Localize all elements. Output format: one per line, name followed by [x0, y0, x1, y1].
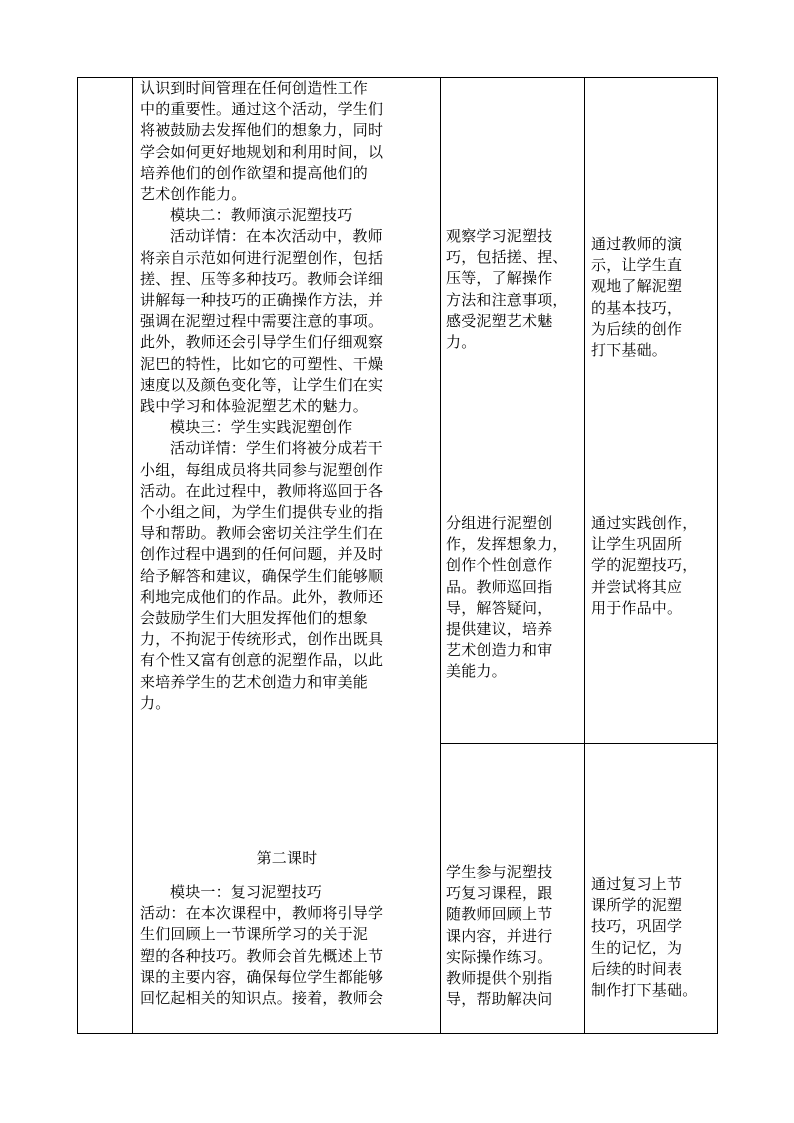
student-activity-1	[446, 226, 568, 353]
text-line: 会鼓励学生们大胆发挥他们的想象	[140, 609, 369, 628]
text-line: 压等，了解操作	[446, 269, 553, 288]
text-line: 中的重要性。通过这个活动，学生们	[140, 100, 384, 119]
text-line: 打下基础。	[591, 341, 668, 360]
text-line: 将被鼓励去发挥他们的想象力，同时	[140, 121, 384, 140]
text-line: 的基本技巧，	[591, 298, 683, 317]
text-line: 让学生巩固所	[591, 535, 683, 554]
review-content	[140, 882, 383, 1009]
text-line: 巧复习课程，跟	[446, 884, 553, 903]
text-line: 用于作品中。	[591, 598, 683, 617]
design-intent-3	[591, 874, 697, 1001]
text-line: 课的主要内容，确保每位学生都能够	[140, 967, 384, 986]
text-line: 教师提供个别指	[446, 969, 553, 988]
text-line: 技巧，巩固学	[591, 917, 683, 936]
text-line: 速度以及颜色变化等，让学生们在实	[140, 375, 384, 394]
text-line: 实际操作练习。	[446, 947, 553, 966]
table-divider-2	[440, 77, 441, 1034]
text-line: 导和帮助。教师会密切关注学生们在	[140, 524, 384, 543]
text-line: 学会如何更好地规划和利用时间，以	[140, 142, 384, 161]
text-line: 活动：在本次课程中，教师将引导学	[140, 904, 384, 923]
text-line: 通过复习上节	[591, 875, 683, 893]
review-title: 模块一：复习泥塑技巧	[170, 883, 323, 901]
text-line: 强调在泥塑过程中需要注意的事项。	[140, 312, 384, 331]
text-line: 后续的时间表	[591, 959, 683, 978]
text-line: 美能力。	[446, 662, 507, 681]
text-line: 力。	[140, 693, 171, 712]
activity-content	[140, 78, 383, 714]
text-line: 课所学的泥塑	[591, 896, 683, 915]
text-line: 随教师回顾上节	[446, 905, 553, 924]
design-intent-2	[591, 513, 697, 619]
text-line: 并尝试将其应	[591, 577, 683, 596]
text-line: 塑的各种技巧。教师会首先概述上节	[140, 946, 384, 965]
text-line: 巧，包括搓、捏、	[446, 248, 568, 267]
text-line: 此外，教师还会引导学生们仔细观察	[140, 333, 384, 352]
text-line: 认识到时间管理在任何创造性工作	[140, 79, 369, 97]
text-line: 学的泥塑技巧，	[591, 556, 698, 575]
text-line: 力，不拘泥于传统形式，创作出既具	[140, 630, 384, 649]
text-line: 方法和注意事项，	[446, 290, 568, 309]
table-row-divider	[440, 743, 718, 744]
text-line: 活动详情：学生们将被分成若干	[170, 439, 383, 458]
text-line: 分组进行泥塑创	[446, 514, 553, 532]
text-line: 为后续的创作	[591, 319, 683, 338]
text-line: 创作个性创意作	[446, 556, 553, 575]
text-line: 回忆起相关的知识点。接着，教师会	[140, 989, 384, 1008]
text-line: 践中学习和体验泥塑艺术的魅力。	[140, 397, 369, 416]
text-line: 感受泥塑艺术魅	[446, 311, 553, 330]
text-line: 将亲自示范如何进行泥塑创作，包括	[140, 248, 384, 267]
text-line: 通过教师的演	[591, 235, 683, 253]
module3-title: 模块三：学生实践泥塑创作	[170, 418, 353, 437]
text-line: 活动详情：在本次活动中，教师	[170, 227, 383, 246]
table-border-left	[77, 77, 78, 1034]
text-line: 导，解答疑问，	[446, 598, 553, 617]
table-border-right	[717, 77, 718, 1034]
text-line: 制作打下基础。	[591, 981, 698, 1000]
text-line: 泥巴的特性，比如它的可塑性、干燥	[140, 354, 384, 373]
text-line: 学生参与泥塑技	[446, 863, 553, 881]
text-line: 作，发挥想象力，	[446, 535, 568, 554]
text-line: 讲解每一种技巧的正确操作方法，并	[140, 291, 384, 310]
lesson2-heading: 第二课时	[256, 849, 318, 867]
text-line: 通过实践创作，	[591, 514, 698, 532]
text-line: 艺术创造力和审	[446, 641, 553, 660]
text-line: 观察学习泥塑技	[446, 227, 553, 245]
text-line: 生的记忆，为	[591, 938, 683, 957]
text-line: 课内容，并进行	[446, 926, 553, 945]
text-line: 培养他们的创作欲望和提高他们的	[140, 163, 369, 182]
text-line: 生们回顾上一节课所学习的关于泥	[140, 925, 369, 944]
table-divider-3	[584, 77, 585, 1034]
text-line: 活动。在此过程中，教师将巡回于各	[140, 481, 384, 500]
text-line: 观地了解泥塑	[591, 277, 683, 296]
table-border-bottom	[77, 1033, 718, 1034]
text-line: 艺术创作能力。	[140, 185, 247, 204]
text-line: 小组，每组成员将共同参与泥塑创作	[140, 460, 384, 479]
text-line: 提供建议，培养	[446, 620, 553, 639]
text-line: 搓、捏、压等多种技巧。教师会详细	[140, 269, 384, 288]
text-line: 示，让学生直	[591, 256, 683, 275]
text-line: 品。教师巡回指	[446, 577, 553, 596]
student-activity-3	[446, 862, 552, 1010]
table-divider-1	[132, 77, 133, 1034]
text-line: 给予解答和建议，确保学生们能够顺	[140, 566, 384, 585]
design-intent-1	[591, 234, 682, 361]
text-line: 来培养学生的艺术创造力和审美能	[140, 672, 369, 691]
student-activity-2	[446, 513, 568, 683]
text-line: 创作过程中遇到的任何问题，并及时	[140, 545, 384, 564]
text-line: 力。	[446, 333, 477, 352]
text-line: 个小组之间，为学生们提供专业的指	[140, 503, 384, 522]
text-line: 导，帮助解决问	[446, 990, 553, 1009]
text-line: 有个性又富有创意的泥塑作品，以此	[140, 651, 384, 670]
text-line: 利地完成他们的作品。此外，教师还	[140, 587, 384, 606]
module2-title: 模块二：教师演示泥塑技巧	[170, 206, 353, 225]
